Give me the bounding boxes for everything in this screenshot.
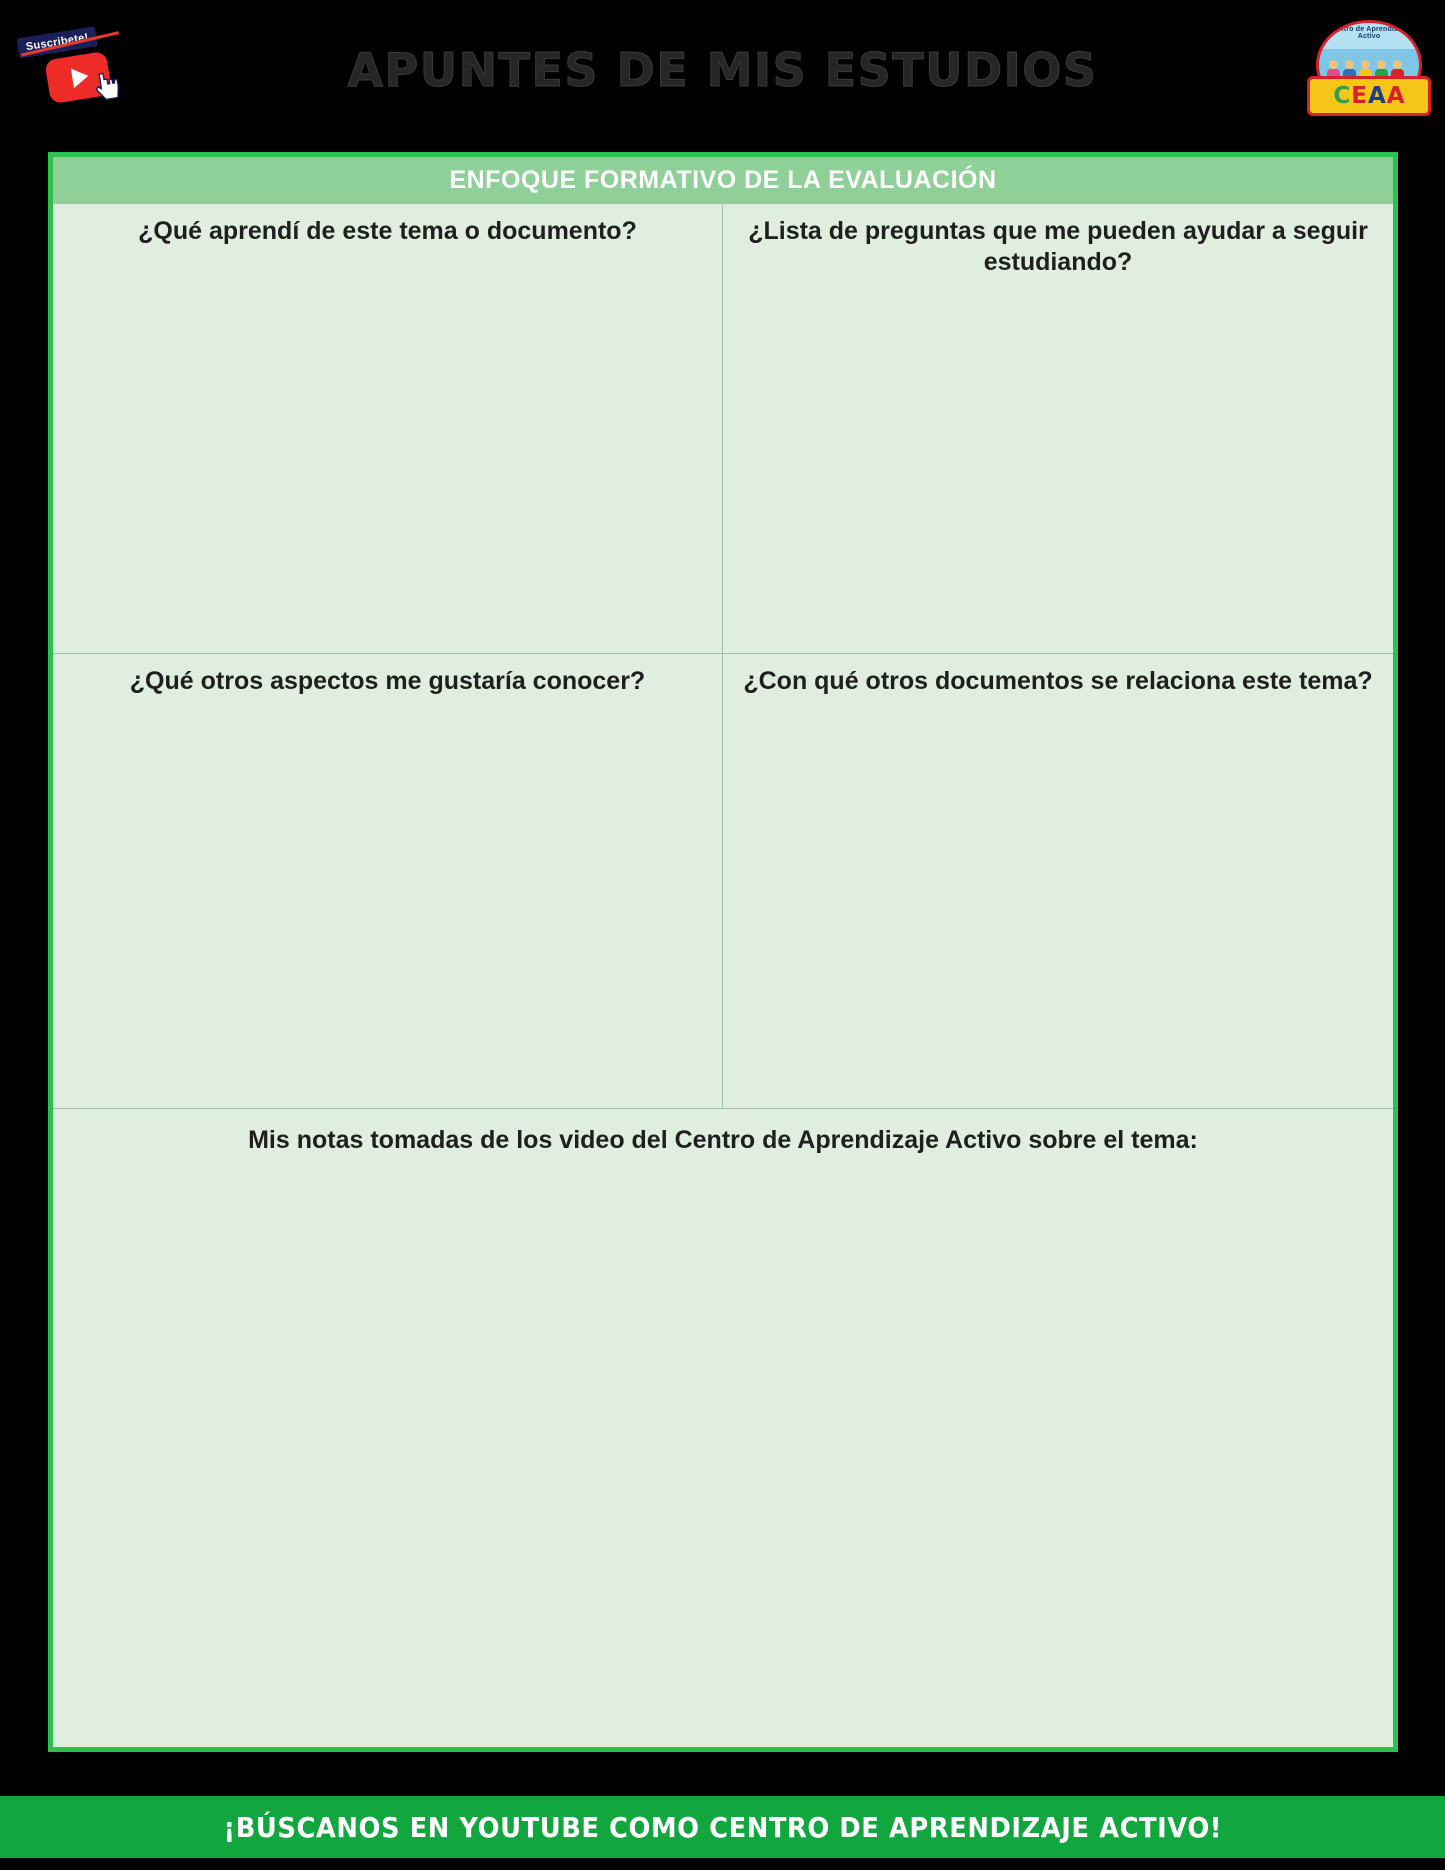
footer-text: ¡BÚSCANOS EN YOUTUBE COMO CENTRO DE APRENDIZAJE ACTIVO! <box>223 1810 1222 1844</box>
logo-letter-2: E <box>1351 82 1367 109</box>
cell-question: ¿Qué otros aspectos me gustaría conocer? <box>129 667 646 695</box>
notes-area[interactable] <box>53 1108 1393 1747</box>
youtube-subscribe-badge[interactable] <box>16 12 159 123</box>
worksheet-table <box>48 152 1398 1752</box>
page-title: APUNTES DE MIS ESTUDIOS <box>347 43 1098 97</box>
footer-bar <box>0 1796 1445 1858</box>
logo-banner <box>1307 76 1431 116</box>
cell-other-aspects[interactable] <box>53 653 723 1108</box>
cell-question: ¿Con qué otros documentos se relaciona este tema? <box>743 667 1373 695</box>
ceaa-logo <box>1307 18 1425 122</box>
logo-arc-text: Centro de Aprendizaje Activo <box>1329 26 1409 40</box>
page-header <box>0 0 1445 140</box>
hand-cursor-icon <box>93 69 123 103</box>
cell-question: ¿Qué aprendí de este tema o documento? <box>138 217 637 245</box>
cell-related-documents[interactable] <box>723 653 1393 1108</box>
logo-letter-3: A <box>1367 82 1386 109</box>
logo-letter-1: C <box>1333 82 1351 109</box>
page-footer <box>0 1792 1445 1870</box>
youtube-ribbon-label: Suscribete! <box>17 26 98 58</box>
cell-question: ¿Lista de preguntas que me pueden ayudar a seguir estudiando? <box>748 217 1368 276</box>
cell-what-i-learned[interactable] <box>53 203 723 653</box>
cell-questions-to-keep-studying[interactable] <box>723 203 1393 653</box>
worksheet-row-1 <box>53 203 1393 653</box>
worksheet-title: ENFOQUE FORMATIVO DE LA EVALUACIÓN <box>53 157 1393 203</box>
logo-letter-4: A <box>1386 82 1405 109</box>
notes-label: Mis notas tomadas de los video del Centro de Aprendizaje Activo sobre el tema: <box>248 1126 1198 1154</box>
worksheet-row-2 <box>53 653 1393 1108</box>
